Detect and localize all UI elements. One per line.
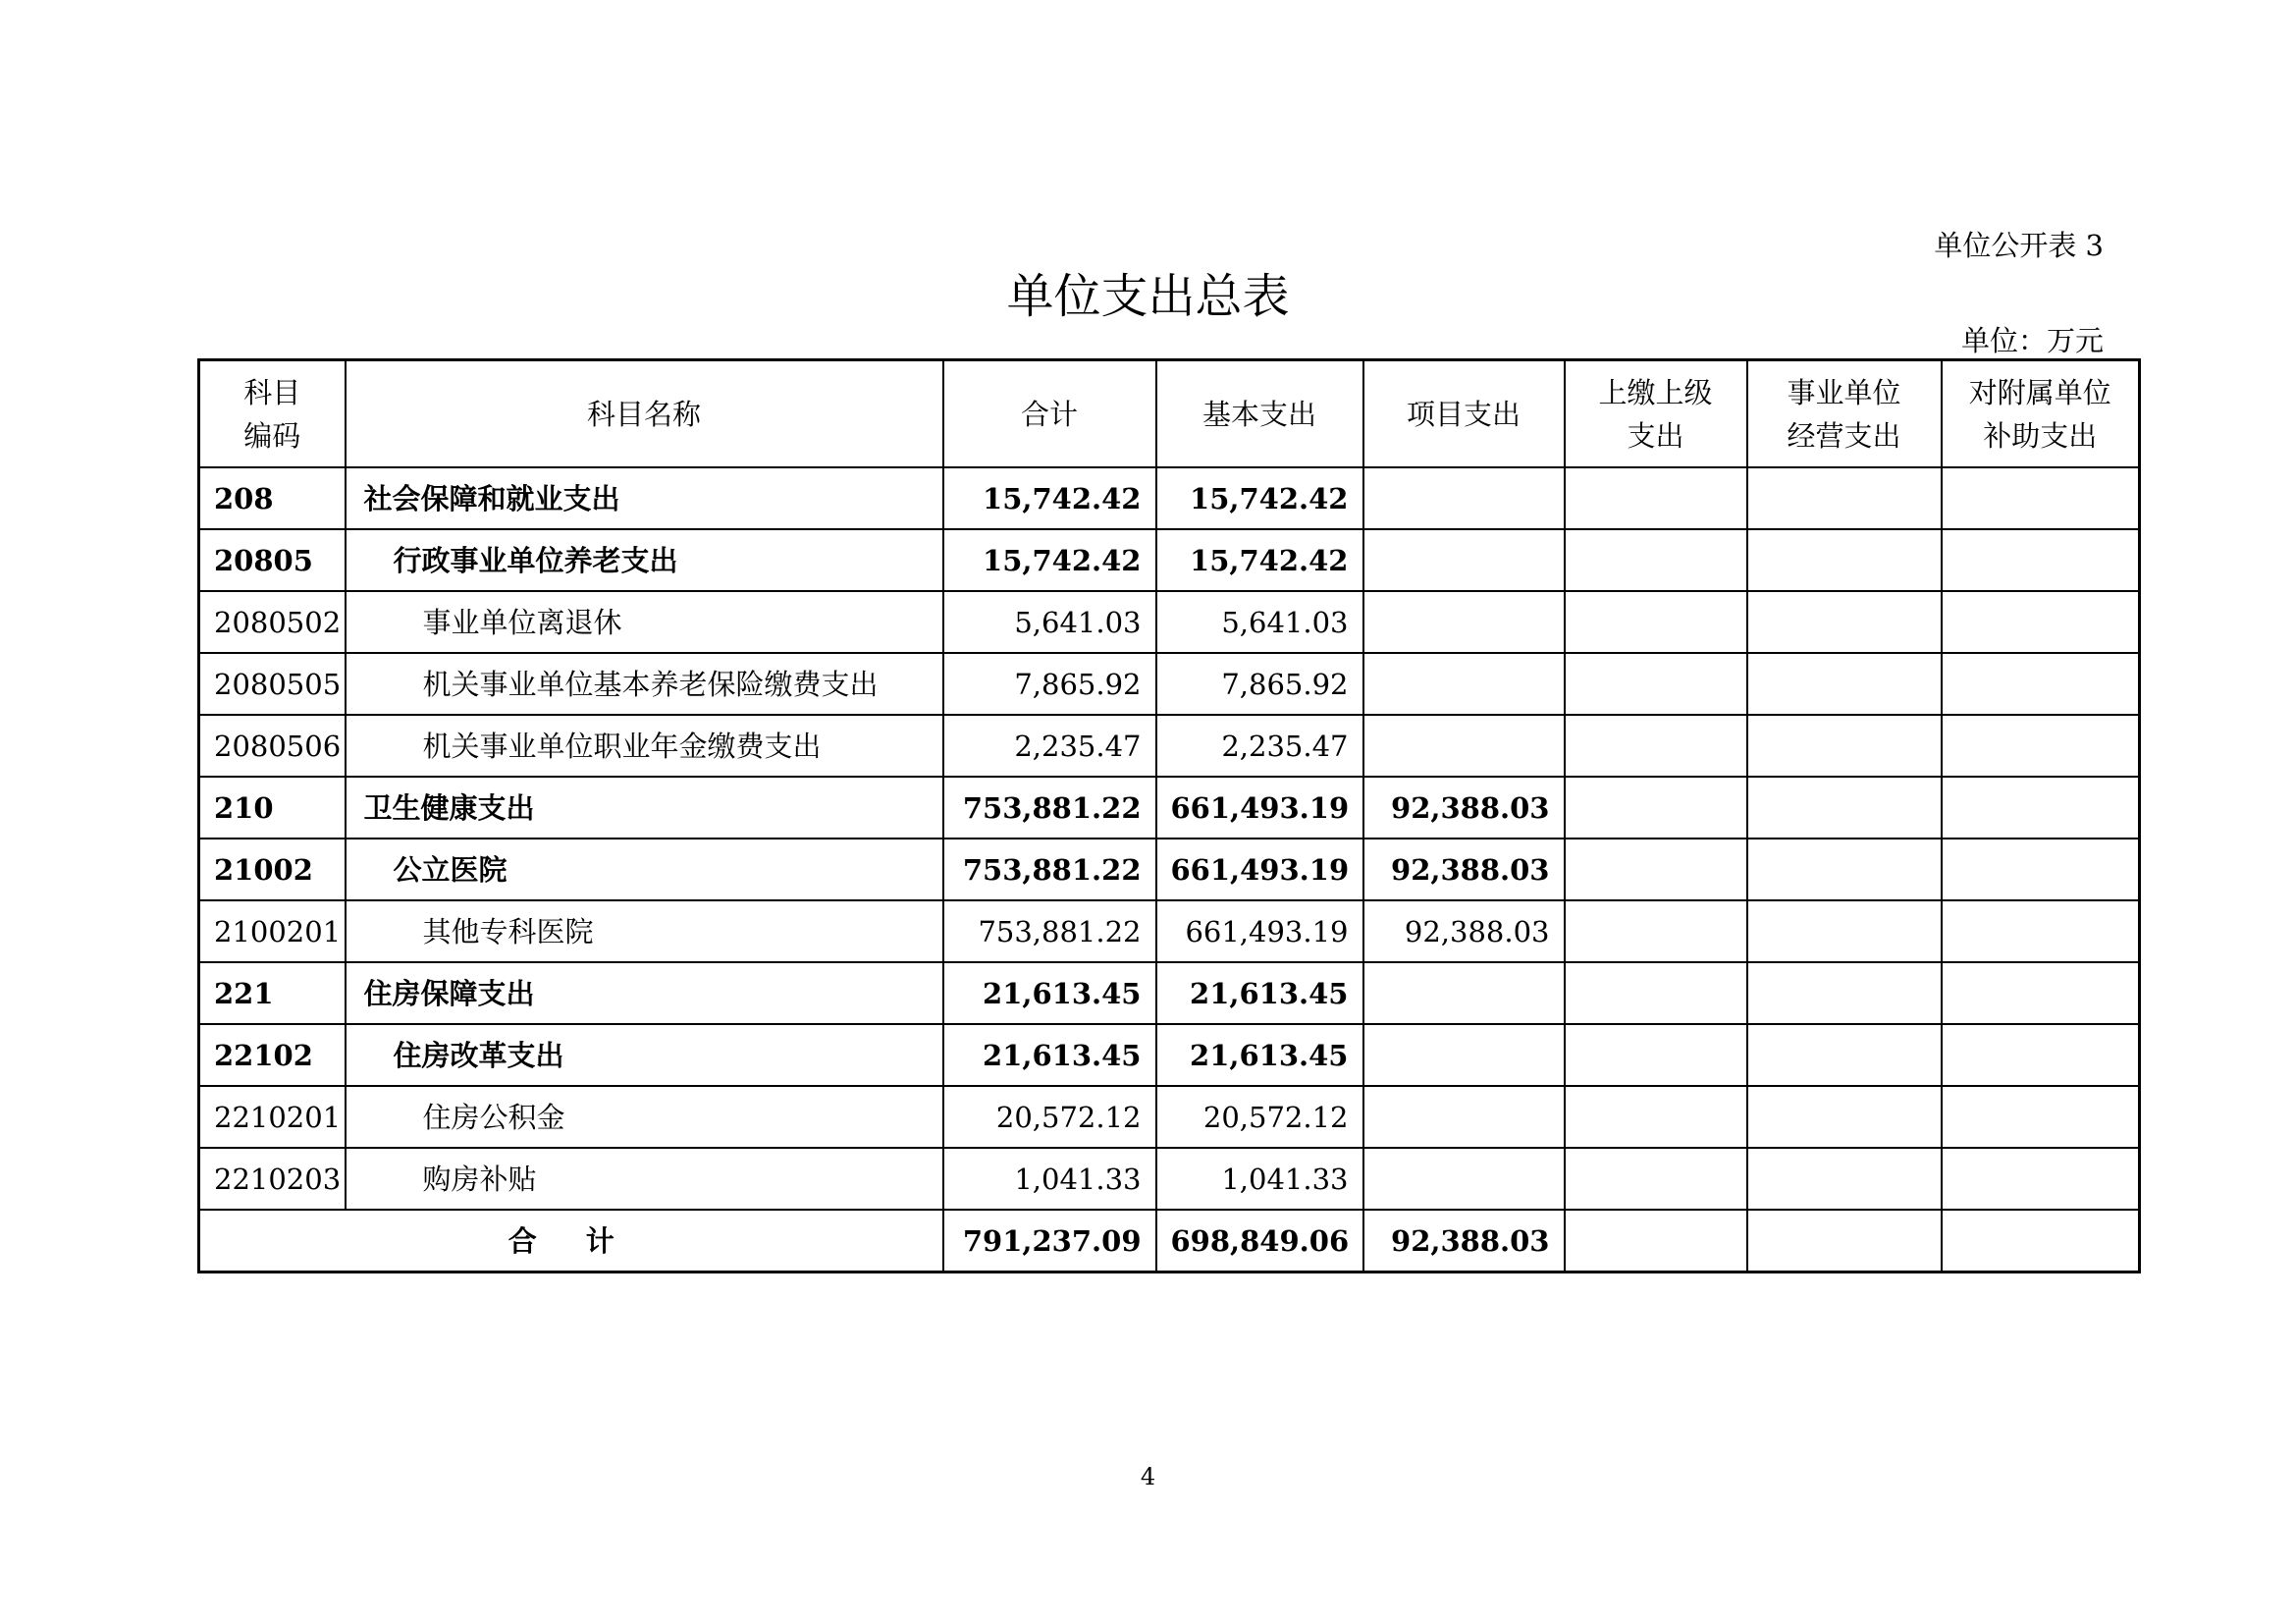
total-label: 合 计 <box>199 1210 943 1272</box>
table-row <box>199 900 2140 962</box>
row-basic: 2,235.47 <box>1156 715 1363 777</box>
row-subsidy <box>1942 653 2140 715</box>
row-business <box>1747 1148 1942 1210</box>
page-number: 4 <box>1140 1463 1156 1490</box>
row-code: 2100201 <box>199 900 346 962</box>
header-row <box>199 360 2140 468</box>
row-name: 其他专科医院 <box>346 900 943 962</box>
row-name: 住房公积金 <box>346 1086 943 1148</box>
row-business <box>1747 591 1942 653</box>
row-project <box>1363 1148 1565 1210</box>
row-upper <box>1565 591 1747 653</box>
row-total: 2,235.47 <box>943 715 1156 777</box>
table-row <box>199 962 2140 1024</box>
row-basic: 15,742.42 <box>1156 467 1363 529</box>
row-project <box>1363 715 1565 777</box>
row-name: 购房补贴 <box>346 1148 943 1210</box>
total-subsidy <box>1942 1210 2140 1272</box>
table-row <box>199 467 2140 529</box>
row-code: 21002 <box>199 839 346 900</box>
row-basic: 21,613.45 <box>1156 1024 1363 1086</box>
row-name: 行政事业单位养老支出 <box>346 529 943 591</box>
row-upper <box>1565 962 1747 1024</box>
col-header-project: 项目支出 <box>1363 360 1565 468</box>
row-project <box>1363 529 1565 591</box>
row-name: 住房改革支出 <box>346 1024 943 1086</box>
row-total: 15,742.42 <box>943 529 1156 591</box>
row-name: 机关事业单位基本养老保险缴费支出 <box>346 653 943 715</box>
col-header-name: 科目名称 <box>346 360 943 468</box>
row-total: 753,881.22 <box>943 900 1156 962</box>
row-subsidy <box>1942 467 2140 529</box>
table-row <box>199 839 2140 900</box>
row-project <box>1363 962 1565 1024</box>
row-name: 公立医院 <box>346 839 943 900</box>
table-row <box>199 1148 2140 1210</box>
row-business <box>1747 653 1942 715</box>
row-code: 2080506 <box>199 715 346 777</box>
row-upper <box>1565 653 1747 715</box>
row-business <box>1747 777 1942 839</box>
row-total: 15,742.42 <box>943 467 1156 529</box>
row-code: 20805 <box>199 529 346 591</box>
row-code: 2080505 <box>199 653 346 715</box>
row-name: 机关事业单位职业年金缴费支出 <box>346 715 943 777</box>
row-subsidy <box>1942 1024 2140 1086</box>
row-subsidy <box>1942 962 2140 1024</box>
row-basic: 5,641.03 <box>1156 591 1363 653</box>
page-title: 单位支出总表 <box>1006 269 1290 324</box>
row-subsidy <box>1942 1086 2140 1148</box>
row-basic: 661,493.19 <box>1156 777 1363 839</box>
row-project <box>1363 591 1565 653</box>
row-upper <box>1565 715 1747 777</box>
row-total: 753,881.22 <box>943 839 1156 900</box>
col-header-upper: 上缴上级 支出 <box>1565 360 1747 468</box>
row-subsidy <box>1942 1148 2140 1210</box>
row-total: 753,881.22 <box>943 777 1156 839</box>
table-row <box>199 653 2140 715</box>
row-subsidy <box>1942 900 2140 962</box>
table-row <box>199 715 2140 777</box>
table-row <box>199 1024 2140 1086</box>
row-code: 2080502 <box>199 591 346 653</box>
unit-label: 单位：万元 <box>1960 324 2104 357</box>
total-sum: 791,237.09 <box>943 1210 1156 1272</box>
row-subsidy <box>1942 839 2140 900</box>
table-row <box>199 777 2140 839</box>
row-project <box>1363 653 1565 715</box>
row-upper <box>1565 1024 1747 1086</box>
table-row <box>199 1086 2140 1148</box>
row-code: 221 <box>199 962 346 1024</box>
row-basic: 661,493.19 <box>1156 839 1363 900</box>
row-project: 92,388.03 <box>1363 839 1565 900</box>
row-code: 22102 <box>199 1024 346 1086</box>
row-name: 卫生健康支出 <box>346 777 943 839</box>
col-header-code: 科目 编码 <box>199 360 346 468</box>
row-total: 5,641.03 <box>943 591 1156 653</box>
row-total: 1,041.33 <box>943 1148 1156 1210</box>
row-subsidy <box>1942 777 2140 839</box>
row-upper <box>1565 900 1747 962</box>
row-project: 92,388.03 <box>1363 777 1565 839</box>
row-basic: 1,041.33 <box>1156 1148 1363 1210</box>
row-upper <box>1565 1086 1747 1148</box>
total-project: 92,388.03 <box>1363 1210 1565 1272</box>
row-business <box>1747 900 1942 962</box>
row-code: 2210203 <box>199 1148 346 1210</box>
row-business <box>1747 529 1942 591</box>
row-subsidy <box>1942 591 2140 653</box>
row-project <box>1363 1086 1565 1148</box>
row-code: 208 <box>199 467 346 529</box>
row-business <box>1747 839 1942 900</box>
row-basic: 15,742.42 <box>1156 529 1363 591</box>
row-upper <box>1565 529 1747 591</box>
row-business <box>1747 962 1942 1024</box>
total-upper <box>1565 1210 1747 1272</box>
row-basic: 20,572.12 <box>1156 1086 1363 1148</box>
row-project <box>1363 467 1565 529</box>
total-basic: 698,849.06 <box>1156 1210 1363 1272</box>
row-subsidy <box>1942 715 2140 777</box>
row-name: 住房保障支出 <box>346 962 943 1024</box>
row-total: 20,572.12 <box>943 1086 1156 1148</box>
table-row <box>199 591 2140 653</box>
row-upper <box>1565 839 1747 900</box>
row-total: 21,613.45 <box>943 962 1156 1024</box>
row-business <box>1747 715 1942 777</box>
col-header-basic: 基本支出 <box>1156 360 1363 468</box>
row-total: 7,865.92 <box>943 653 1156 715</box>
row-subsidy <box>1942 529 2140 591</box>
row-project: 92,388.03 <box>1363 900 1565 962</box>
row-upper <box>1565 467 1747 529</box>
row-basic: 21,613.45 <box>1156 962 1363 1024</box>
row-name: 社会保障和就业支出 <box>346 467 943 529</box>
form-number: 单位公开表 3 <box>1934 229 2104 262</box>
row-code: 2210201 <box>199 1086 346 1148</box>
row-project <box>1363 1024 1565 1086</box>
total-row <box>199 1210 2140 1272</box>
row-upper <box>1565 1148 1747 1210</box>
row-business <box>1747 1024 1942 1086</box>
col-header-subsidy: 对附属单位 补助支出 <box>1942 360 2140 468</box>
col-header-business: 事业单位 经营支出 <box>1747 360 1942 468</box>
row-basic: 7,865.92 <box>1156 653 1363 715</box>
total-business <box>1747 1210 1942 1272</box>
col-header-total: 合计 <box>943 360 1156 468</box>
table-body <box>199 467 2140 1210</box>
row-name: 事业单位离退休 <box>346 591 943 653</box>
row-code: 210 <box>199 777 346 839</box>
table-row <box>199 529 2140 591</box>
row-business <box>1747 1086 1942 1148</box>
row-basic: 661,493.19 <box>1156 900 1363 962</box>
row-total: 21,613.45 <box>943 1024 1156 1086</box>
row-business <box>1747 467 1942 529</box>
expenditure-table <box>197 358 2141 1273</box>
row-upper <box>1565 777 1747 839</box>
